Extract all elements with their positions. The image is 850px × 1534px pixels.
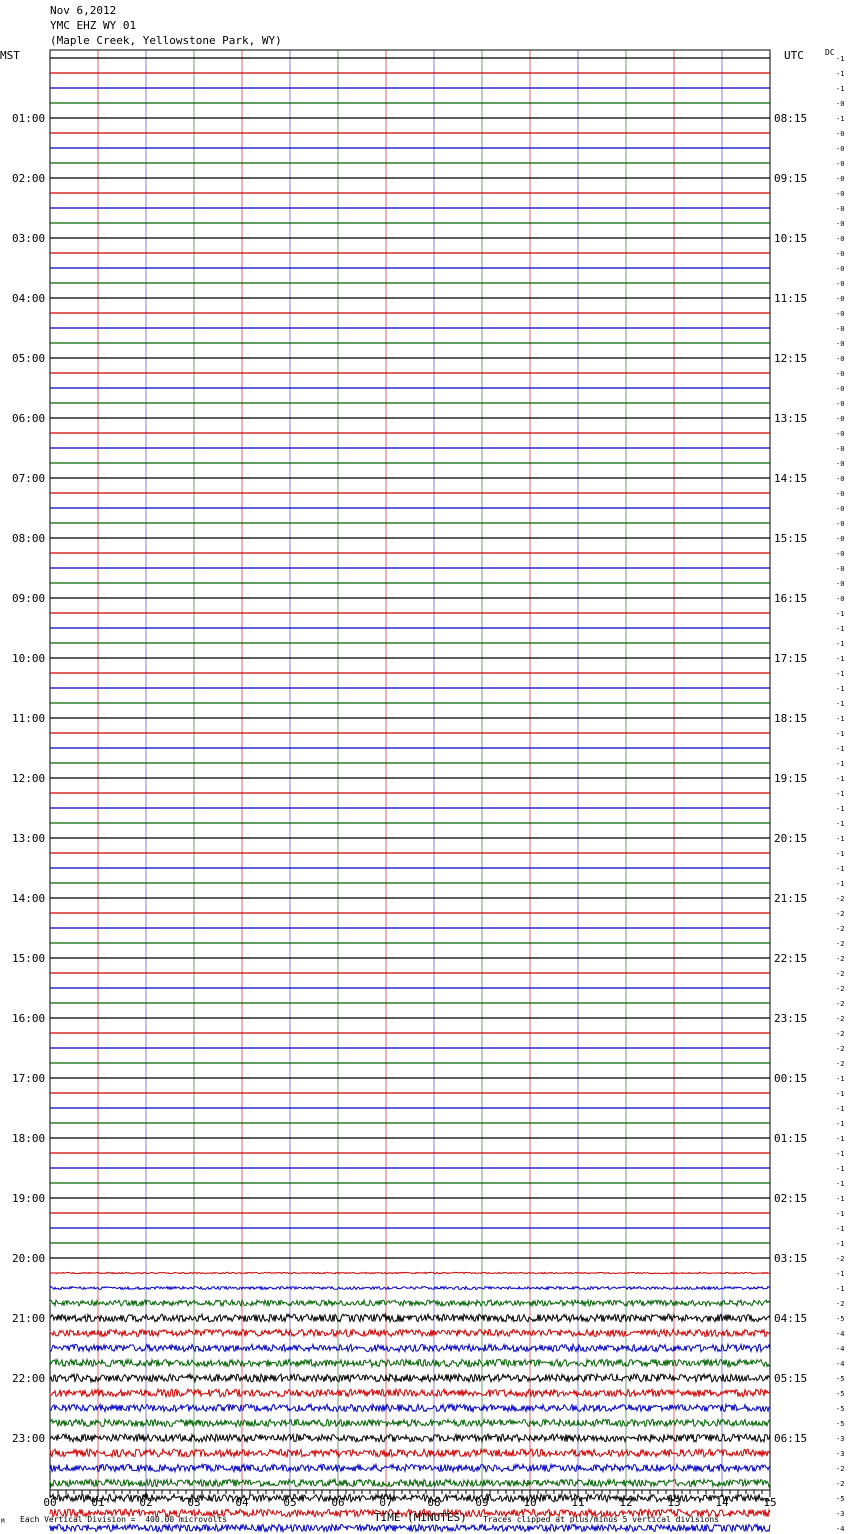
- dc-offset-value: -1: [836, 775, 845, 783]
- dc-offset-value: -1: [836, 1225, 845, 1233]
- mst-hour-label: 07:00: [12, 472, 46, 485]
- dc-offset-value: -0: [836, 370, 845, 378]
- dc-offset-value: -5: [836, 1420, 845, 1428]
- dc-offset-value: -1: [836, 1240, 845, 1248]
- seismic-trace: [50, 1300, 770, 1306]
- utc-hour-label: 23:15: [774, 1012, 808, 1025]
- utc-hour-label: 11:15: [774, 292, 808, 305]
- dc-offset-value: -0: [836, 445, 845, 453]
- dc-offset-value: -2: [836, 1030, 845, 1038]
- x-tick-label: 13: [667, 1496, 681, 1509]
- dc-offset-value: -0: [836, 220, 845, 228]
- mst-hour-label: 17:00: [12, 1072, 46, 1085]
- utc-hour-label: 05:15: [774, 1372, 808, 1385]
- dc-offset-value: -0: [836, 340, 845, 348]
- dc-offset-value: -1: [836, 850, 845, 858]
- utc-axis-title: UTC: [784, 49, 804, 62]
- x-tick-label: 11: [571, 1496, 585, 1509]
- utc-hour-label: 08:15: [774, 112, 808, 125]
- dc-offset-value: -0: [836, 550, 845, 558]
- dc-offset-value: -0: [836, 385, 845, 393]
- dc-offset-value: -0: [836, 400, 845, 408]
- seismic-trace: [50, 1272, 770, 1273]
- dc-offset-value: -5: [836, 1390, 845, 1398]
- dc-offset-value: -0: [836, 130, 845, 138]
- dc-offset-value: -1: [836, 1180, 845, 1188]
- utc-hour-label: 09:15: [774, 172, 808, 185]
- mst-hour-label: 09:00: [12, 592, 46, 605]
- mst-hour-label: 18:00: [12, 1132, 46, 1145]
- dc-offset-value: -1: [836, 805, 845, 813]
- dc-offset-value: -1: [836, 865, 845, 873]
- mst-hour-label: 23:00: [12, 1432, 46, 1445]
- dc-offset-value: -5: [836, 1405, 845, 1413]
- dc-offset-value: -2: [836, 1465, 845, 1473]
- dc-offset-value: -1: [836, 700, 845, 708]
- seismic-trace: [50, 1524, 770, 1531]
- utc-hour-label: 20:15: [774, 832, 808, 845]
- seismic-trace: [50, 1449, 770, 1457]
- x-tick-label: 14: [715, 1496, 729, 1509]
- x-tick-label: 00: [43, 1496, 57, 1509]
- dc-offset-value: -1: [836, 760, 845, 768]
- dc-offset-value: -0: [836, 595, 845, 603]
- dc-offset-value: -1: [836, 655, 845, 663]
- dc-offset-value: -4: [836, 1345, 845, 1353]
- mst-hour-label: 21:00: [12, 1312, 46, 1325]
- dc-offset-value: -5: [836, 1495, 845, 1503]
- x-tick-label: 08: [427, 1496, 441, 1509]
- dc-offset-value: -3: [836, 1510, 845, 1518]
- dc-offset-value: -0: [836, 145, 845, 153]
- seismic-trace: [50, 1344, 770, 1351]
- dc-offset-value: -1: [836, 715, 845, 723]
- dc-offset-value: -0: [836, 310, 845, 318]
- utc-hour-label: 13:15: [774, 412, 808, 425]
- seismic-trace: [50, 1404, 770, 1411]
- mst-hour-label: 16:00: [12, 1012, 46, 1025]
- utc-hour-label: 00:15: [774, 1072, 808, 1085]
- dc-offset-value: -2: [836, 1060, 845, 1068]
- mst-hour-label: 15:00: [12, 952, 46, 965]
- dc-offset-value: -1: [836, 1120, 845, 1128]
- utc-hour-label: 04:15: [774, 1312, 808, 1325]
- seismic-trace: [50, 1479, 770, 1486]
- x-tick-label: 12: [619, 1496, 633, 1509]
- dc-offset-value: -0: [836, 490, 845, 498]
- dc-offset-value: -1: [836, 1150, 845, 1158]
- station-location: (Maple Creek, Yellowstone Park, WY): [50, 34, 282, 47]
- dc-offset-value: -2: [836, 910, 845, 918]
- dc-offset-value: -0: [836, 100, 845, 108]
- dc-offset-value: -1: [836, 1075, 845, 1083]
- dc-offset-value: -1: [836, 625, 845, 633]
- x-tick-label: 04: [235, 1496, 249, 1509]
- dc-offset-value: -1: [836, 670, 845, 678]
- mst-hour-label: 03:00: [12, 232, 46, 245]
- utc-hour-label: 22:15: [774, 952, 808, 965]
- utc-hour-label: 19:15: [774, 772, 808, 785]
- dc-offset-value: -4: [836, 1330, 845, 1338]
- seismic-trace: [50, 1314, 770, 1322]
- x-tick-label: 09: [475, 1496, 489, 1509]
- dc-offset-value: -5: [836, 1315, 845, 1323]
- dc-offset-value: -3: [836, 1435, 845, 1443]
- dc-offset-title: DC: [825, 48, 835, 57]
- dc-offset-value: -1: [836, 730, 845, 738]
- dc-offset-value: -1: [836, 610, 845, 618]
- utc-hour-label: 03:15: [774, 1252, 808, 1265]
- dc-offset-value: -0: [836, 280, 845, 288]
- dc-offset-value: -2: [836, 1015, 845, 1023]
- dc-offset-value: -1: [836, 55, 845, 63]
- dc-offset-value: -1: [836, 1210, 845, 1218]
- dc-offset-value: -1: [836, 85, 845, 93]
- mst-hour-label: 11:00: [12, 712, 46, 725]
- dc-offset-value: -0: [836, 175, 845, 183]
- dc-offset-value: -2: [836, 940, 845, 948]
- utc-hour-label: 14:15: [774, 472, 808, 485]
- plot-date: Nov 6,2012: [50, 4, 117, 17]
- dc-offset-value: -0: [836, 580, 845, 588]
- dc-offset-value: -2: [836, 970, 845, 978]
- dc-offset-value: -0: [836, 535, 845, 543]
- utc-hour-label: 15:15: [774, 532, 808, 545]
- dc-offset-value: -1: [836, 745, 845, 753]
- dc-offset-value: -1: [836, 640, 845, 648]
- mst-hour-label: 04:00: [12, 292, 46, 305]
- seismic-trace: [50, 1374, 770, 1382]
- dc-offset-value: -1: [836, 70, 845, 78]
- mst-hour-label: 13:00: [12, 832, 46, 845]
- dc-offset-value: -0: [836, 355, 845, 363]
- x-tick-label: 07: [379, 1496, 393, 1509]
- dc-offset-value: -1: [836, 1105, 845, 1113]
- dc-offset-value: -1: [836, 820, 845, 828]
- seismic-trace: [50, 1419, 770, 1426]
- mst-hour-label: 08:00: [12, 532, 46, 545]
- dc-offset-value: -4: [836, 1525, 845, 1533]
- dc-offset-value: -0: [836, 295, 845, 303]
- dc-offset-value: -1: [836, 835, 845, 843]
- x-tick-label: 02: [139, 1496, 153, 1509]
- dc-offset-value: -0: [836, 235, 845, 243]
- dc-offset-value: -0: [836, 475, 845, 483]
- utc-hour-label: 21:15: [774, 892, 808, 905]
- dc-offset-value: -0: [836, 565, 845, 573]
- dc-offset-value: -1: [836, 1165, 845, 1173]
- mst-hour-label: 01:00: [12, 112, 46, 125]
- dc-offset-value: -0: [836, 265, 845, 273]
- dc-offset-value: -0: [836, 190, 845, 198]
- mst-hour-label: 10:00: [12, 652, 46, 665]
- dc-offset-value: -1: [836, 1270, 845, 1278]
- vertical-division-note: Each Vertical Division = 400.00 microvolts: [20, 1515, 228, 1524]
- dc-offset-value: -0: [836, 505, 845, 513]
- mst-hour-label: 05:00: [12, 352, 46, 365]
- dc-offset-value: -2: [836, 985, 845, 993]
- utc-hour-label: 01:15: [774, 1132, 808, 1145]
- dc-offset-value: -1: [836, 1195, 845, 1203]
- dc-offset-value: -0: [836, 160, 845, 168]
- seismic-trace: [50, 1464, 770, 1471]
- dc-offset-value: -2: [836, 1045, 845, 1053]
- x-tick-label: 10: [523, 1496, 537, 1509]
- dc-offset-value: -1: [836, 1135, 845, 1143]
- corner-mark: M: [1, 1518, 5, 1525]
- mst-hour-label: 20:00: [12, 1252, 46, 1265]
- x-tick-label: 15: [763, 1496, 777, 1509]
- seismic-trace: [50, 1329, 770, 1336]
- seismic-trace: [50, 1389, 770, 1397]
- station-code: YMC EHZ WY 01: [50, 19, 137, 32]
- dc-offset-value: -2: [836, 955, 845, 963]
- dc-offset-value: -0: [836, 325, 845, 333]
- utc-hour-label: 18:15: [774, 712, 808, 725]
- mst-hour-label: 12:00: [12, 772, 46, 785]
- dc-offset-value: -2: [836, 1480, 845, 1488]
- dc-offset-value: -2: [836, 895, 845, 903]
- dc-offset-value: -2: [836, 1255, 845, 1263]
- dc-offset-value: -1: [836, 685, 845, 693]
- dc-offset-value: -2: [836, 1000, 845, 1008]
- dc-offset-value: -1: [836, 1090, 845, 1098]
- seismic-trace: [50, 1287, 770, 1290]
- utc-hour-label: 10:15: [774, 232, 808, 245]
- dc-offset-value: -4: [836, 1360, 845, 1368]
- x-tick-label: 03: [187, 1496, 201, 1509]
- dc-offset-value: -2: [836, 925, 845, 933]
- dc-offset-value: -5: [836, 1375, 845, 1383]
- dc-offset-value: -3: [836, 1450, 845, 1458]
- dc-offset-value: -0: [836, 520, 845, 528]
- dc-offset-value: -0: [836, 205, 845, 213]
- utc-hour-label: 12:15: [774, 352, 808, 365]
- mst-hour-label: 19:00: [12, 1192, 46, 1205]
- dc-offset-value: -0: [836, 460, 845, 468]
- x-tick-label: 01: [91, 1496, 105, 1509]
- dc-offset-value: -0: [836, 430, 845, 438]
- clipping-note: Traces clipped at plus/minus 5 vertical divisions: [483, 1515, 720, 1524]
- mst-axis-title: MST: [0, 49, 20, 62]
- mst-hour-label: 06:00: [12, 412, 46, 425]
- utc-hour-label: 06:15: [774, 1432, 808, 1445]
- x-axis-label: TIME (MINUTES): [374, 1511, 467, 1524]
- dc-offset-value: -1: [836, 880, 845, 888]
- dc-offset-value: -0: [836, 250, 845, 258]
- dc-offset-value: -1: [836, 790, 845, 798]
- dc-offset-value: -1: [836, 1285, 845, 1293]
- dc-offset-value: -1: [836, 115, 845, 123]
- utc-hour-label: 16:15: [774, 592, 808, 605]
- seismic-trace: [50, 1494, 770, 1502]
- x-tick-label: 05: [283, 1496, 297, 1509]
- x-tick-label: 06: [331, 1496, 345, 1509]
- dc-offset-value: -2: [836, 1300, 845, 1308]
- utc-hour-label: 02:15: [774, 1192, 808, 1205]
- seismic-trace: [50, 1359, 770, 1366]
- mst-hour-label: 14:00: [12, 892, 46, 905]
- mst-hour-label: 22:00: [12, 1372, 46, 1385]
- mst-hour-label: 02:00: [12, 172, 46, 185]
- utc-hour-label: 17:15: [774, 652, 808, 665]
- dc-offset-value: -0: [836, 415, 845, 423]
- seismic-trace: [50, 1434, 770, 1442]
